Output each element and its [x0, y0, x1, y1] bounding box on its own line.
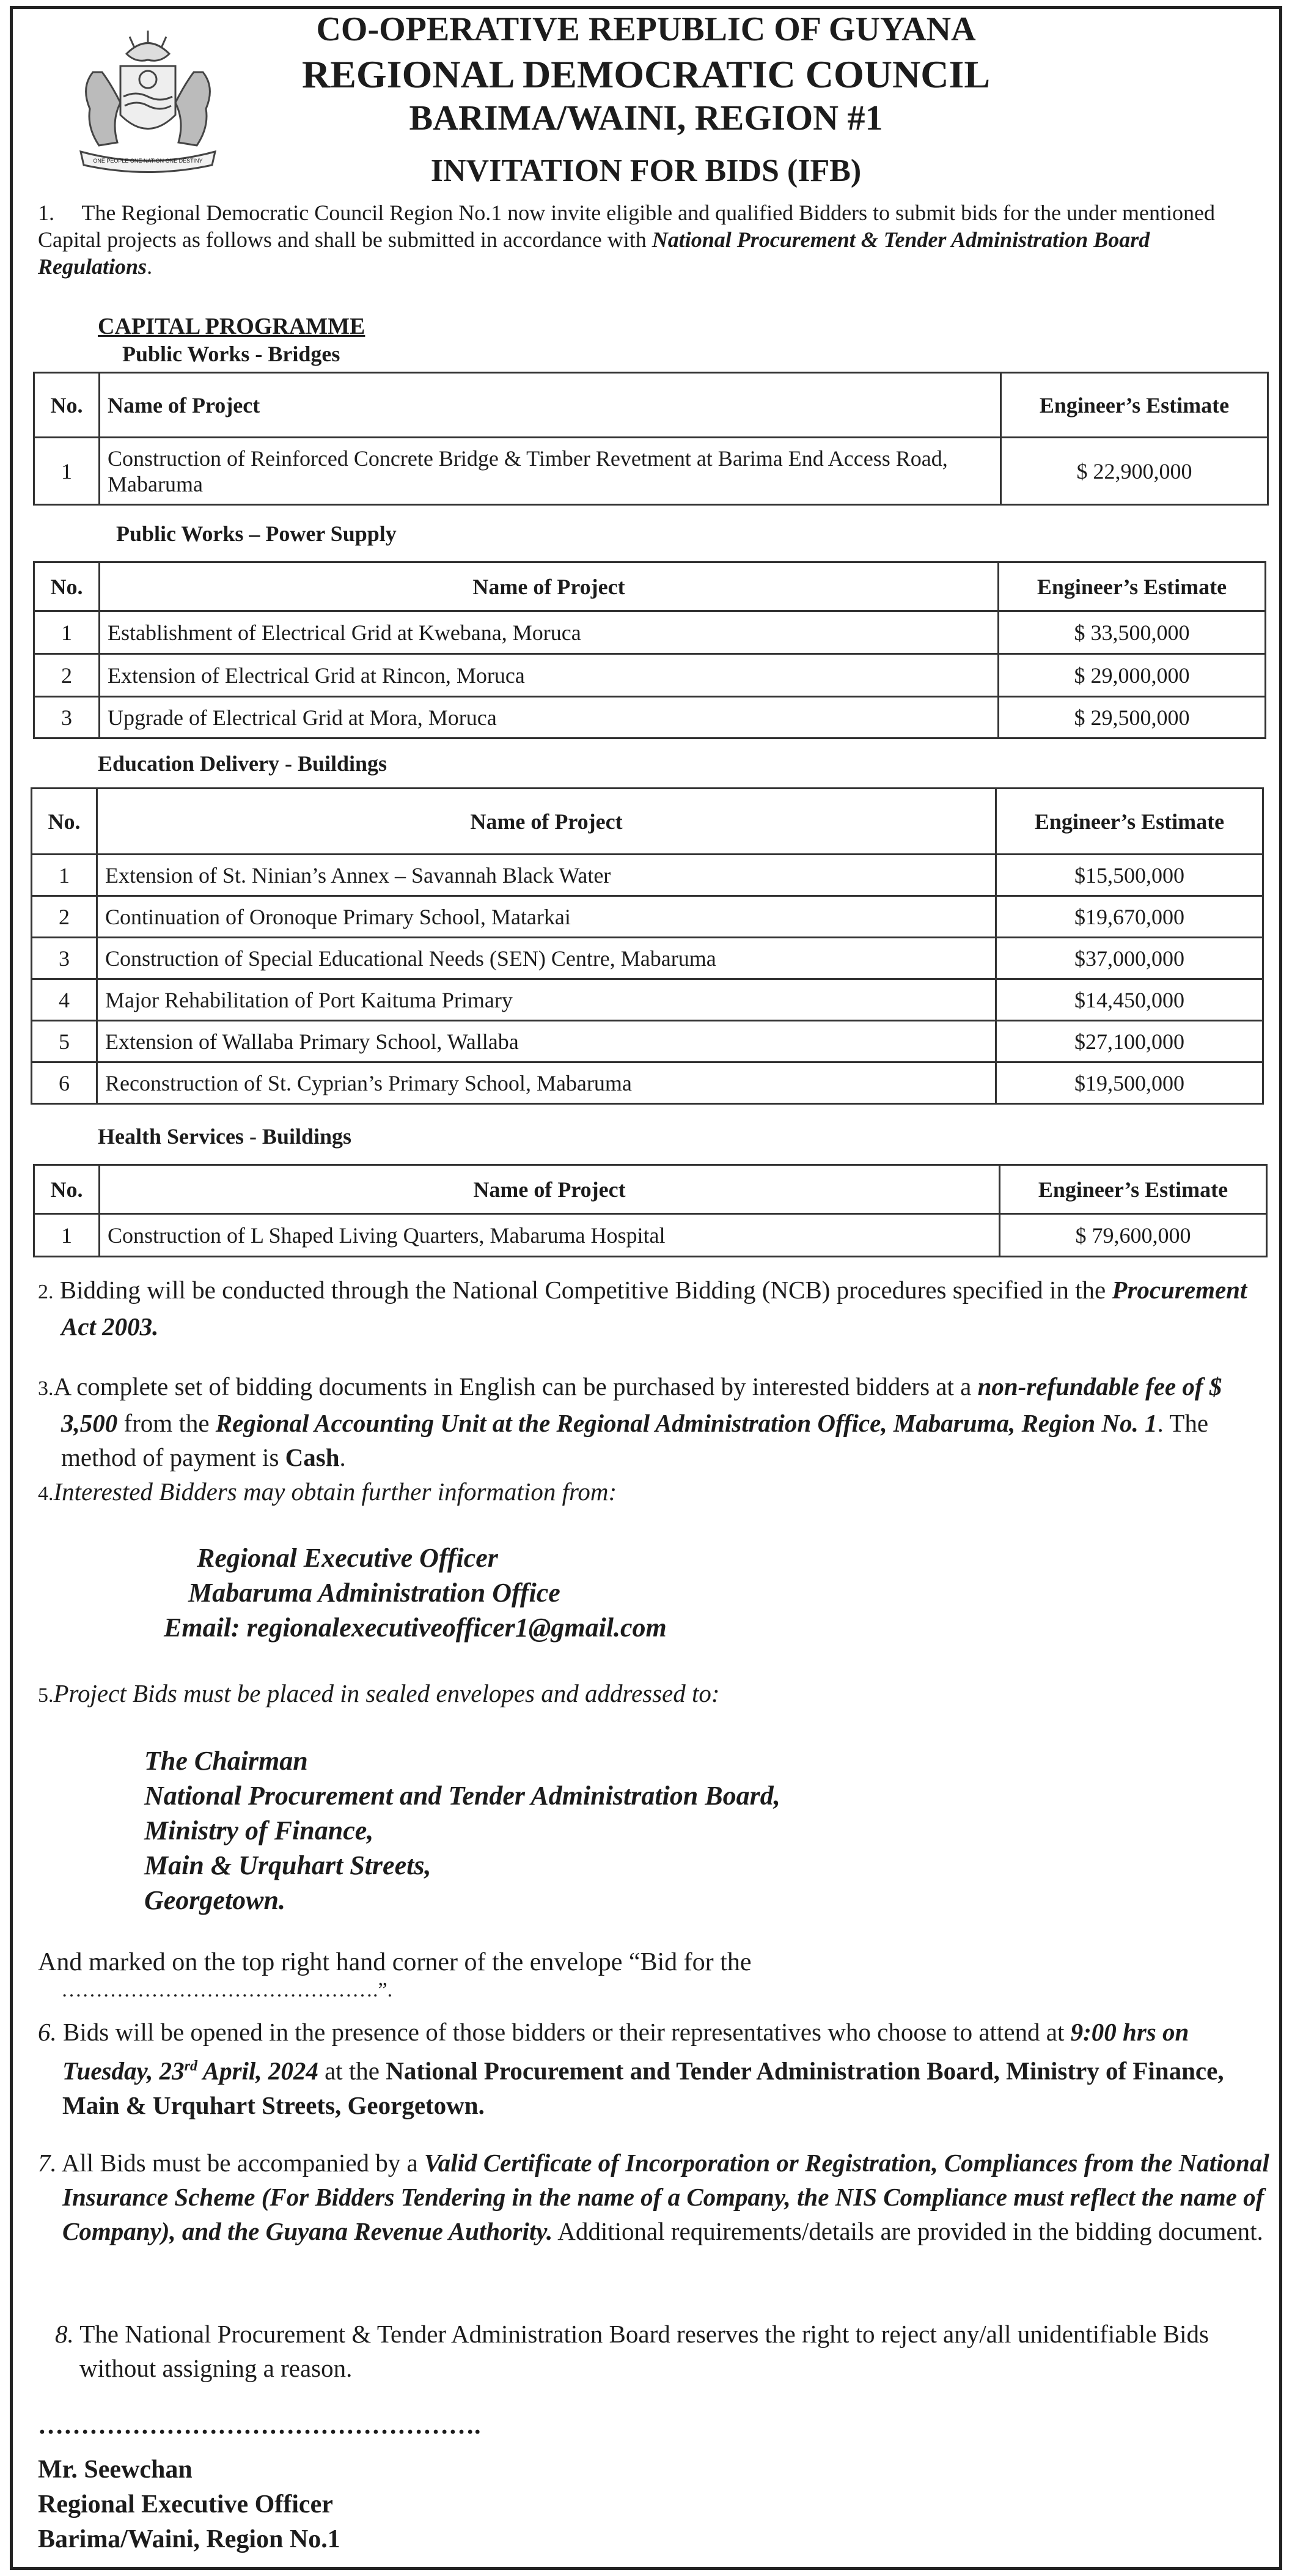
section-heading: Education Delivery - Buildings	[98, 751, 387, 776]
document-title: INVITATION FOR BIDS (IFB)	[430, 153, 862, 188]
table-row: 4 Major Rehabilitation of Port Kaituma Primary $14,450,000	[32, 979, 1263, 1021]
address-line: National Procurement and Tender Administration Board,	[144, 1781, 780, 1811]
section-heading: Public Works - Bridges	[122, 342, 340, 366]
address-line: Georgetown.	[144, 1885, 285, 1915]
crest-motto: ONE PEOPLE ONE NATION ONE DESTINY	[93, 158, 203, 164]
header-country: CO-OPERATIVE REPUBLIC OF GUYANA	[316, 10, 976, 48]
paragraph-3: 3.A complete set of bidding documents in English can be purchased by interested bidders at a non-refundable fee of $ 3,500 from the Regional Accounting Unit at the Regional Administration Office, Mabaruma, Region No. 1. The method of payment is Cash.	[38, 1372, 1222, 1471]
education-table: No. Name of Project Engineer’s Estimate 1 Extension of St. Ninian’s Annex – Savannah Black Water $15,500,000 2 Continuation of Oronoque Primary School, Matarkai $19,670,000 3 Construction of Special Educational Needs (SEN) Centre, Mabaruma $37,000,000 4 Major Rehabilitation of Port Kaituma Primary $14,450,000 5 Extension of Wallaba Primary School, Wallaba $27,100,000 6 Reconstruction of St. Cyprian’s Primary School, Mabaruma $19,500,000	[31, 787, 1264, 1105]
paragraph-8: 8. The National Procurement & Tender Administration Board reserves the right to reject any/all unidentifiable Bids without assigning a reason.	[55, 2320, 1209, 2382]
table-row: 1 Establishment of Electrical Grid at Kwebana, Moruca $ 33,500,000	[34, 611, 1266, 654]
health-table: No. Name of Project Engineer’s Estimate 1 Construction of L Shaped Living Quarters, Mabaruma Hospital $ 79,600,000	[33, 1164, 1268, 1257]
power-supply-table: No. Name of Project Engineer’s Estimate 1 Establishment of Electrical Grid at Kwebana, Moruca $ 33,500,000 2 Extension of Electrical Grid at Rincon, Moruca $ 29,000,000 3 Upgrade of Electrical Grid at Mora, Moruca $ 29,500,000	[33, 561, 1266, 739]
envelope-marking-blank: ……………………………………….”.	[61, 1979, 393, 2001]
table-row: 1 Construction of L Shaped Living Quarters, Mabaruma Hospital $ 79,600,000	[34, 1214, 1267, 1257]
section-heading: Health Services - Buildings	[98, 1124, 352, 1149]
contact-email: Email: regionalexecutiveofficer1@gmail.com	[164, 1613, 667, 1643]
header-region: BARIMA/WAINI, REGION #1	[409, 98, 883, 138]
contact-officer: Regional Executive Officer	[197, 1543, 498, 1573]
contact-office: Mabaruma Administration Office	[188, 1578, 560, 1608]
table-row: 2 Continuation of Oronoque Primary School, Matarkai $19,670,000	[32, 896, 1263, 938]
section-heading: Public Works – Power Supply	[116, 521, 397, 546]
table-row: 3 Construction of Special Educational Needs (SEN) Centre, Mabaruma $37,000,000	[32, 938, 1263, 979]
table-row: 1 Construction of Reinforced Concrete Bridge & Timber Revetment at Barima End Access Road, Mabaruma $ 22,900,000	[34, 438, 1268, 505]
paragraph-2: 2. Bidding will be conducted through the National Competitive Bidding (NCB) procedures specified in the Procurement Act 2003.	[38, 1276, 1247, 1341]
address-line: Main & Urquhart Streets,	[144, 1850, 431, 1880]
table-row: 5 Extension of Wallaba Primary School, Wallaba $27,100,000	[32, 1021, 1263, 1062]
signature-line: …………………………………………….	[38, 2412, 481, 2440]
paragraph-1: 1. The Regional Democratic Council Region No.1 now invite eligible and qualified Bidders to submit bids for the under mentioned Capital projects as follows and shall be submitted in accordance with National Procurement & Tender Administration Board Regulations.	[38, 201, 1215, 279]
paragraph-4: 4.Interested Bidders may obtain further information from:	[38, 1478, 617, 1506]
bridges-table: No. Name of Project Engineer’s Estimate 1 Construction of Reinforced Concrete Bridge & Timber Revetment at Barima End Access Road, Mabaruma $ 22,900,000	[33, 372, 1269, 506]
signatory-region: Barima/Waini, Region No.1	[38, 2525, 340, 2553]
paragraph-7: 7. All Bids must be accompanied by a Valid Certificate of Incorporation or Registration, Compliances from the National Insurance Scheme (For Bidders Tendering in the name of a Company, the NIS Compliance must reflect the name of Company), and the Guyana Revenue Authority. Additional requirements/details are provided in the bidding document.	[38, 2149, 1269, 2245]
signatory-title: Regional Executive Officer	[38, 2490, 333, 2519]
paragraph-5: 5.Project Bids must be placed in sealed envelopes and addressed to:	[38, 1679, 720, 1707]
address-line: Ministry of Finance,	[144, 1816, 374, 1846]
envelope-marking: And marked on the top right hand corner of the envelope “Bid for the	[38, 1948, 752, 1976]
address-line: The Chairman	[144, 1746, 308, 1776]
signatory-name: Mr. Seewchan	[38, 2456, 193, 2484]
capital-programme-title: CAPITAL PROGRAMME	[98, 314, 365, 339]
table-row: 1 Extension of St. Ninian’s Annex – Savannah Black Water $15,500,000	[32, 855, 1263, 896]
paragraph-6: 6. Bids will be opened in the presence of those bidders or their representatives who choose to attend at 9:00 hrs on Tuesday, 23rd April, 2024 at the National Procurement and Tender Administration Board, Ministry of Finance, Main & Urquhart Streets, Georgetown.	[38, 2018, 1224, 2119]
header-council: REGIONAL DEMOCRATIC COUNCIL	[301, 53, 991, 96]
table-row: 6 Reconstruction of St. Cyprian’s Primary School, Mabaruma $19,500,000	[32, 1062, 1263, 1104]
table-row: 2 Extension of Electrical Grid at Rincon, Moruca $ 29,000,000	[34, 654, 1266, 697]
table-row: 3 Upgrade of Electrical Grid at Mora, Moruca $ 29,500,000	[34, 697, 1266, 738]
